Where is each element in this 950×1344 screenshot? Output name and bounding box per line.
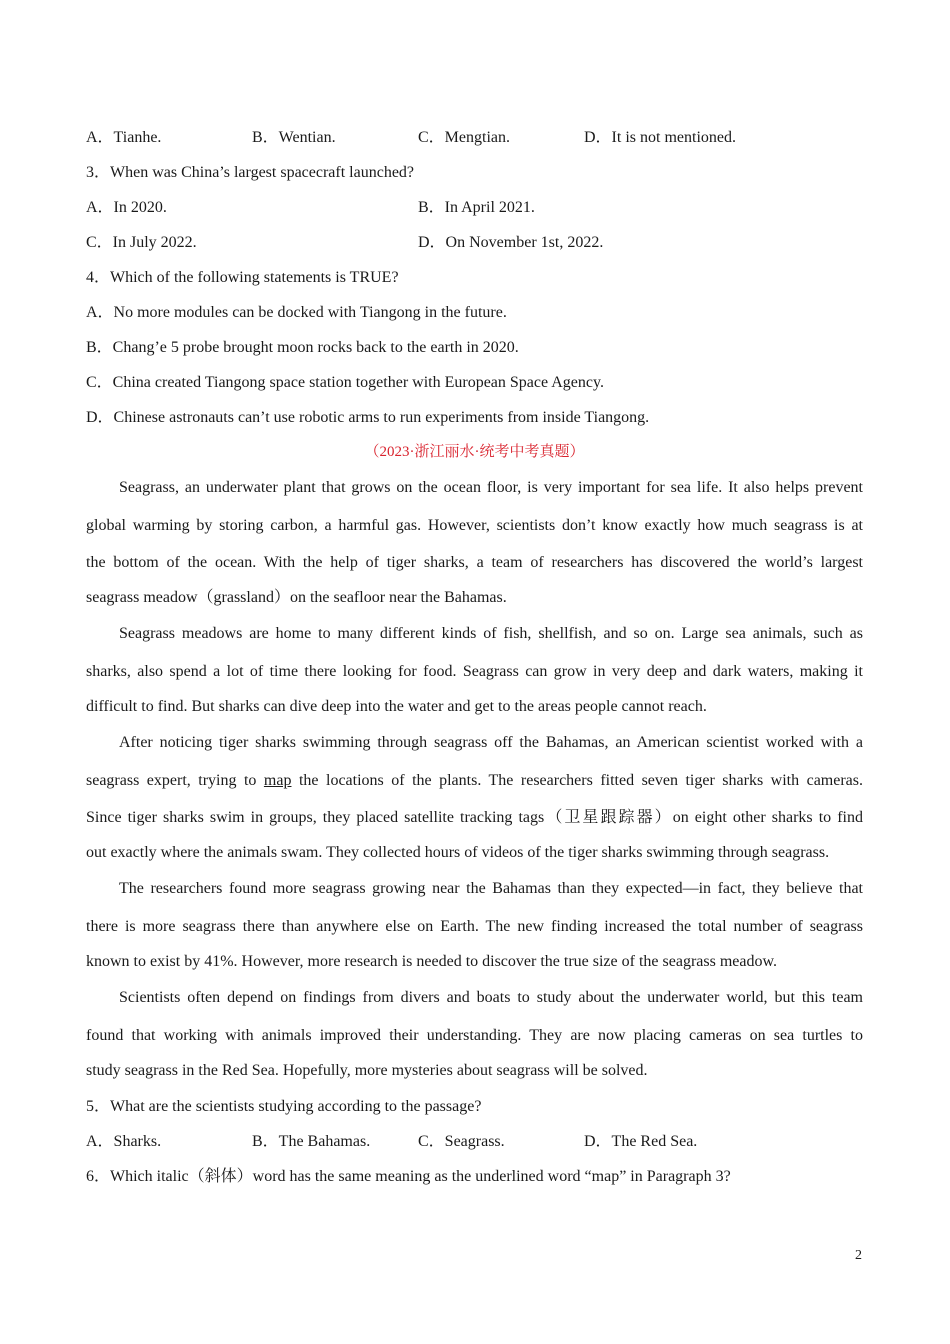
paragraph-4: [86, 871, 863, 980]
option-b: B．Chang’e 5 probe brought moon rocks back to the earth in 2020.: [86, 339, 519, 356]
option-a: A．No more modules can be docked with Tiangong in the future.: [86, 304, 507, 321]
text-line: difficult to find. But sharks can dive deep into the water and get to the areas people cannot reach.: [86, 698, 707, 715]
q5-options: [86, 1124, 863, 1159]
option-c: C．In July 2022.: [86, 234, 197, 251]
option-a: A．Sharks.: [86, 1133, 162, 1150]
option-b: B．Wentian.: [252, 129, 336, 146]
underlined-word-map: map: [263, 772, 292, 789]
paragraph-3: [86, 725, 863, 871]
text-line: seagrass meadow（grassland）on the seafloor near the Bahamas.: [86, 589, 507, 606]
option-d: D．It is not mentioned.: [584, 129, 736, 146]
question-5: 5．What are the scientists studying according to the passage?: [86, 1098, 482, 1115]
text-line: global warming by storing carbon, a harmful gas. However, scientists don’t know exactly how much seagrass is at: [86, 517, 863, 534]
text-line: After noticing tiger sharks swimming through seagrass off the Bahamas, an American scientist worked with a: [119, 734, 863, 751]
text-line: The researchers found more seagrass growing near the Bahamas than they expected—in fact, they believe that: [119, 880, 863, 897]
text-line: study seagrass in the Red Sea. Hopefully, more mysteries about seagrass will be solved.: [86, 1062, 648, 1079]
option-c: C．Seagrass.: [418, 1133, 505, 1150]
q3-options-row1: [86, 190, 863, 225]
text-line: out exactly where the animals swam. They collected hours of videos of the tiger sharks swimming through seagrass.: [86, 844, 830, 861]
text-line: known to exist by 41%. However, more research is needed to discover the true size of the seagrass meadow.: [86, 953, 777, 970]
question-3: 3．When was China’s largest spacecraft launched?: [86, 164, 415, 181]
page-number: 2: [855, 1248, 862, 1263]
text-line: Seagrass, an underwater plant that grows on the ocean floor, is very important for sea life. It also helps prevent: [119, 479, 863, 496]
source-heading: （2023·浙江丽水·统考中考真题）: [364, 444, 585, 460]
paragraph-2: [86, 616, 863, 725]
option-d: D．Chinese astronauts can’t use robotic arms to run experiments from inside Tiangong.: [86, 409, 650, 426]
paragraph-5: [86, 980, 863, 1089]
text-line: the bottom of the ocean. With the help of tiger sharks, a team of researchers has discovered the world’s largest: [86, 554, 863, 571]
question-4: 4．Which of the following statements is TRUE?: [86, 269, 399, 286]
text-segment: the locations of the plants. The researchers fitted seven tiger sharks with cameras.: [291, 772, 864, 789]
question-6: 6．Which italic（斜体）word has the same meaning as the underlined word “map” in Paragraph 3?: [86, 1168, 731, 1185]
text-line: Since tiger sharks swim in groups, they placed satellite tracking tags（卫星跟踪器）on eight other sharks to find: [86, 809, 863, 826]
option-d: D．On November 1st, 2022.: [418, 234, 604, 251]
paragraph-1: [86, 470, 863, 616]
option-b: B．The Bahamas.: [252, 1133, 371, 1150]
text-line: Seagrass meadows are home to many different kinds of fish, shellfish, and so on. Large sea animals, such as: [119, 625, 863, 642]
text-line: sharks, also spend a lot of time there looking for food. Seagrass can grow in very deep and dark waters, making it: [86, 663, 863, 680]
text-line: Scientists often depend on findings from divers and boats to study about the underwater world, but this team: [119, 989, 863, 1006]
option-b: B．In April 2021.: [418, 199, 535, 216]
option-c: C．Mengtian.: [418, 129, 510, 146]
text-line: [86, 762, 863, 799]
option-c: C．China created Tiangong space station together with European Space Agency.: [86, 374, 604, 391]
text-line: found that working with animals improved their understanding. They are now placing cameras on sea turtles to: [86, 1027, 863, 1044]
document-page: [86, 120, 863, 1194]
option-d: D．The Red Sea.: [584, 1133, 698, 1150]
option-a: A．In 2020.: [86, 199, 167, 216]
q3-options-row2: [86, 225, 863, 260]
q2-options: [86, 120, 863, 155]
option-a: A．Tianhe.: [86, 129, 162, 146]
text-line: there is more seagrass there than anywhere else on Earth. The new finding increased the total number of seagrass: [86, 918, 863, 935]
text-segment: seagrass expert, trying to: [86, 772, 264, 789]
